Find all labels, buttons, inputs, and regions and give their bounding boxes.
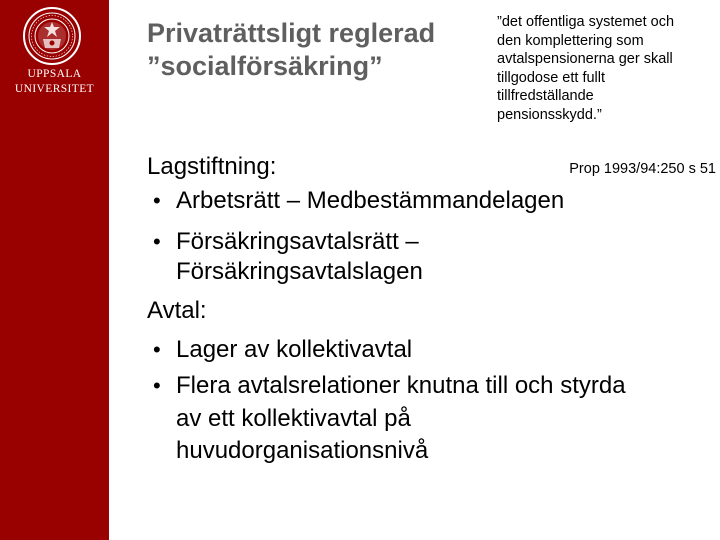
agreement-item: Lager av kollektivavtal — [176, 336, 413, 363]
quote-line: den komplettering som — [497, 32, 644, 49]
university-seal-icon — [22, 6, 82, 66]
quote-line: pensionsskydd.” — [497, 106, 602, 123]
agreement-item: Flera avtalsrelationer knutna till och styrda — [176, 372, 626, 399]
sidebar — [0, 0, 109, 540]
agreements-heading: Avtal: — [147, 297, 207, 324]
title-line2: ”socialförsäkring” — [147, 51, 383, 81]
university-name-line2: UNIVERSITET — [14, 83, 95, 95]
bullet-marker: • — [153, 188, 161, 213]
bullet-marker: • — [153, 373, 161, 398]
university-name-line1: UPPSALA — [27, 68, 82, 80]
legislation-item: Arbetsrätt – Medbestämmandelagen — [176, 187, 565, 214]
slide-title — [147, 17, 435, 83]
agreement-item-continuation: huvudorganisationsnivå — [176, 437, 429, 464]
quote-line: tillgodose ett fullt — [497, 69, 606, 86]
quote-line: ”det offentliga systemet och — [497, 14, 675, 30]
title-line1: Privaträttsligt reglerad — [147, 18, 436, 48]
legislation-heading: Lagstiftning: — [147, 153, 277, 180]
bullet-marker: • — [153, 337, 161, 362]
quote-line: tillfredställande — [497, 88, 594, 104]
quote-source: Prop 1993/94:250 s 51 — [569, 161, 716, 177]
quote-line: avtalspensionerna ger skall — [497, 51, 673, 67]
legislation-item-continuation: Försäkringsavtalslagen — [176, 258, 423, 285]
legislation-item: Försäkringsavtalsrätt – — [176, 228, 419, 255]
agreement-item-continuation: av ett kollektivavtal på — [176, 405, 411, 432]
quote-block — [497, 13, 720, 124]
bullet-marker: • — [153, 229, 161, 254]
